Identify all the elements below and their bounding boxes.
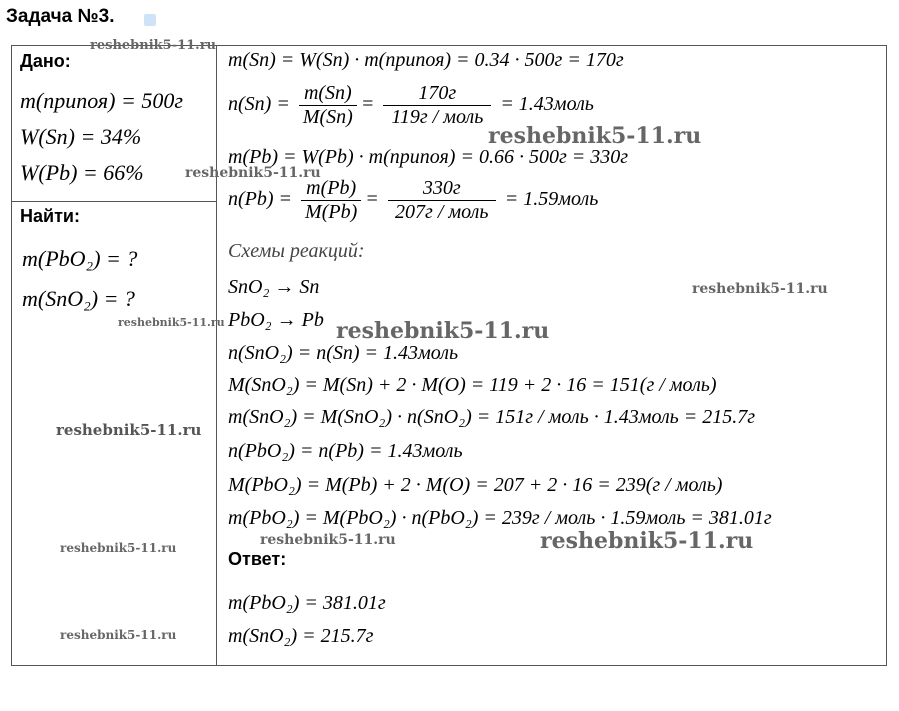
fraction-lhs: n(Sn) =	[228, 93, 290, 116]
given-line: m(припоя) = 500г	[20, 88, 183, 113]
find-line: m(PbO₂) = ?	[22, 246, 138, 271]
solution-line: m(Sn) = W(Sn) · m(припоя) = 0.34 · 500г = 170г	[228, 49, 624, 71]
fraction-numerator: m(Sn)	[303, 82, 352, 104]
task-title: Задача №3.	[6, 6, 115, 27]
fraction-denominator: M(Pb)	[301, 200, 361, 224]
answer-heading: Ответ:	[228, 549, 287, 569]
watermark: reshebnik5-11.ru	[488, 123, 702, 149]
fraction-numerator: 170г	[418, 82, 457, 104]
watermark: reshebnik5-11.ru	[60, 541, 177, 555]
answer-line: m(PbO₂) = 381.01г	[228, 592, 386, 614]
given-line: W(Pb) = 66%	[20, 160, 144, 185]
find-line: m(SnO₂) = ?	[22, 286, 135, 311]
watermark: reshebnik5-11.ru	[540, 528, 754, 554]
solution-line: n(SnO₂) = n(Sn) = 1.43моль	[228, 342, 459, 364]
table-divider-vertical	[216, 45, 217, 666]
given-line: W(Sn) = 34%	[20, 124, 142, 149]
watermark: reshebnik5-11.ru	[60, 628, 177, 642]
fraction-result: = 1.59моль	[504, 188, 599, 211]
fraction-denominator: M(Sn)	[299, 105, 357, 129]
solution-fraction-line: n(Pb) = $\frac{m(Pb)}{M(Pb)}$ = $\frac{330г}{\text{207г / моль}}$ = 1.59моль	[228, 177, 599, 223]
fraction	[301, 177, 361, 224]
answer-line: m(SnO₂) = 215.7г	[228, 625, 374, 647]
fraction-numerator: m(Pb)	[306, 177, 357, 199]
fraction-lhs: n(Pb) =	[228, 188, 293, 211]
watermark: reshebnik5-11.ru	[185, 165, 321, 181]
watermark: reshebnik5-11.ru	[336, 318, 550, 344]
solution-line: m(Pb) = W(Pb) · m(припоя) = 0.66 · 500г = 330г	[228, 146, 629, 168]
reaction-scheme: SnO₂ → Sn	[228, 276, 320, 298]
watermark: reshebnik5-11.ru	[260, 532, 396, 548]
solution-fraction-line: n(Sn) = $\frac{m(Sn)}{M(Sn)}$ = $\frac{170г}{\text{119г / моль}}$ = 1.43моль	[228, 82, 594, 128]
fraction-denominator: 207г / моль	[388, 200, 496, 224]
watermark: reshebnik5-11.ru	[90, 38, 217, 53]
solution-line: m(SnO₂) = M(SnO₂) · n(SnO₂) = 151г / моль · 1.43моль = 215.7г	[228, 406, 756, 428]
fraction-denominator: 119г / моль	[383, 105, 491, 129]
fraction-numerator: 330г	[422, 177, 461, 199]
solution-line: M(PbO₂) = M(Pb) + 2 · M(O) = 207 + 2 · 16 = 239(г / моль)	[228, 474, 723, 496]
given-heading: Дано:	[20, 51, 71, 71]
fraction-result: = 1.43моль	[500, 93, 594, 116]
solution-line: n(PbO₂) = n(Pb) = 1.43моль	[228, 440, 463, 462]
solution-line: m(PbO₂) = M(PbO₂) · n(PbO₂) = 239г / моль · 1.59моль = 381.01г	[228, 507, 772, 529]
find-heading: Найти:	[20, 206, 80, 226]
fraction	[388, 177, 496, 224]
table-divider-horizontal	[11, 201, 217, 202]
title-marker-icon	[144, 14, 156, 26]
solution-line: M(SnO₂) = M(Sn) + 2 · M(O) = 119 + 2 · 16 = 151(г / моль)	[228, 374, 717, 396]
schemes-label: Схемы реакций:	[228, 240, 365, 262]
watermark: reshebnik5-11.ru	[692, 281, 828, 297]
fraction	[383, 82, 491, 129]
watermark: reshebnik5-11.ru	[56, 421, 202, 439]
reaction-scheme: PbO₂ → Pb	[228, 309, 324, 331]
fraction	[299, 82, 357, 129]
watermark: reshebnik5-11.ru	[118, 316, 225, 329]
